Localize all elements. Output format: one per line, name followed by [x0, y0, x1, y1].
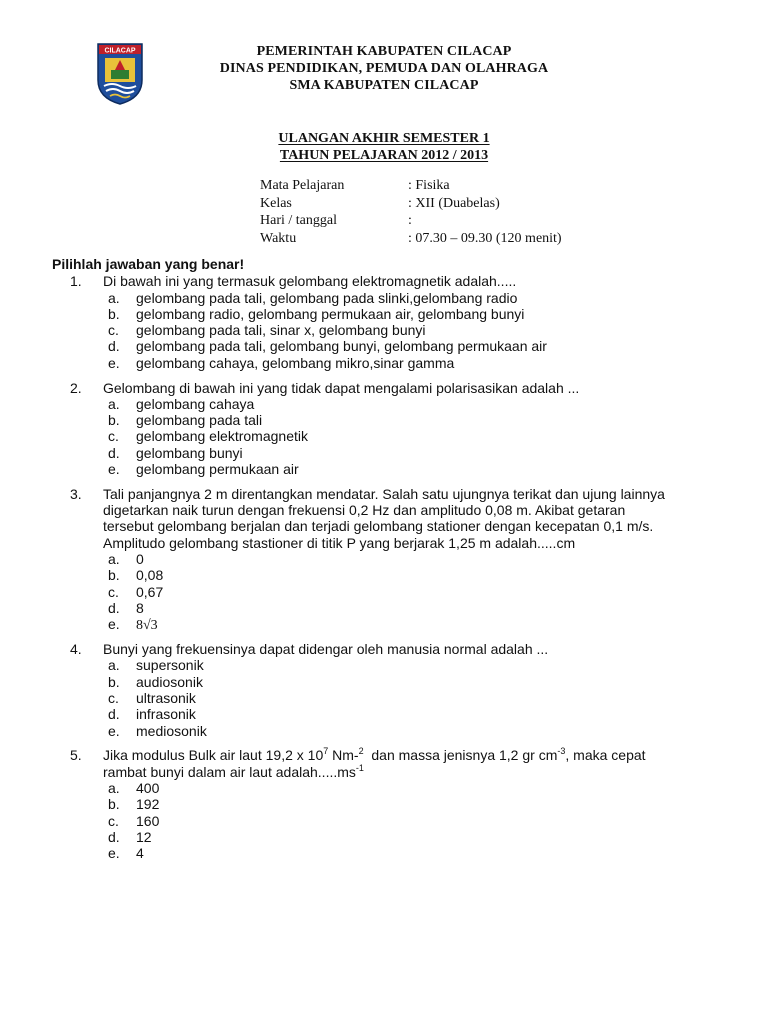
option-a: [103, 551, 732, 567]
question-text-line: tersebut gelombang berjalan dan terjadi gelombang stationer dengan kecepatan 0,1 m/s.: [103, 518, 654, 535]
option-letter: e.: [108, 354, 120, 371]
option-text: 4: [136, 845, 144, 862]
superscript: 2: [358, 746, 364, 757]
text-part: dan massa jenisnya 1,2 gr cm: [363, 747, 558, 764]
option-d: [103, 706, 732, 722]
option-e: [103, 355, 732, 371]
option-text: gelombang pada tali, gelombang bunyi, gelombang permukaan air: [136, 338, 547, 355]
option-c: [103, 813, 732, 829]
question-number: 3.: [70, 485, 82, 502]
question-list: [52, 256, 732, 870]
option-letter: d.: [108, 599, 120, 616]
option-b: [103, 306, 732, 322]
option-c: [103, 322, 732, 338]
text-part: rambat bunyi dalam air laut adalah.....ms: [103, 763, 356, 780]
option-letter: e.: [108, 461, 120, 478]
option-letter: a.: [108, 551, 120, 568]
question-text: Di bawah ini yang termasuk gelombang elektromagnetik adalah.....: [103, 273, 517, 290]
option-letter: c.: [108, 322, 119, 339]
info-label: Waktu: [260, 230, 297, 246]
instruction: Pilihlah jawaban yang benar!: [52, 256, 245, 272]
question-text: Gelombang di bawah ini yang tidak dapat mengalami polarisasikan adalah ...: [103, 379, 580, 396]
option-letter: c.: [108, 428, 119, 445]
option-letter: b.: [108, 796, 120, 813]
option-text: 160: [136, 812, 160, 829]
option-letter: c.: [108, 689, 119, 706]
option-text: 0,67: [136, 583, 164, 600]
info-value: : 07.30 – 09.30 (120 menit): [408, 230, 562, 246]
option-d: [103, 338, 732, 354]
superscript: -1: [355, 762, 364, 773]
government-name: PEMERINTAH KABUPATEN CILACAP: [256, 44, 512, 59]
question-text: Bunyi yang frekuensinya dapat didengar oleh manusia normal adalah ...: [103, 641, 549, 658]
question-text-line: digetarkan naik turun dengan frekuensi 0,2 Hz dan amplitudo 0,08 m. Akibat getaran: [103, 502, 626, 519]
option-text: 8√3: [136, 618, 158, 634]
question-2: [52, 380, 732, 478]
option-text: ultrasonik: [136, 689, 196, 706]
option-letter: e.: [108, 616, 120, 633]
option-letter: c.: [108, 583, 119, 600]
info-value: : Fisika: [408, 178, 450, 193]
option-text: gelombang bunyi: [136, 444, 243, 461]
option-b: [103, 412, 732, 428]
option-e: [103, 616, 732, 632]
question-text-line: [103, 747, 732, 763]
info-label: Hari / tanggal: [260, 213, 337, 228]
option-text: gelombang pada tali, gelombang pada slinki,gelombang radio: [136, 289, 518, 306]
question-number: 4.: [70, 641, 82, 658]
option-c: [103, 428, 732, 444]
option-text: infrasonik: [136, 706, 196, 723]
question-text-line: [103, 764, 732, 780]
letterhead: [0, 43, 768, 94]
option-letter: b.: [108, 412, 120, 429]
question-number: 1.: [70, 273, 82, 290]
option-letter: a.: [108, 395, 120, 412]
option-text: mediosonik: [136, 722, 207, 739]
option-text: 12: [136, 828, 152, 845]
info-row-time: [260, 230, 562, 248]
svg-text:CILACAP: CILACAP: [104, 47, 136, 55]
option-c: [103, 690, 732, 706]
option-a: [103, 396, 732, 412]
option-d: [103, 600, 732, 616]
question-text-line: Tali panjangnya 2 m direntangkan mendatar. Salah satu ujungnya terikat dan ujung lainnya: [103, 485, 665, 502]
option-text: gelombang pada tali, sinar x, gelombang bunyi: [136, 322, 426, 339]
option-text: supersonik: [136, 657, 204, 674]
question-number: 5.: [70, 747, 82, 764]
question-text-line: Amplitudo gelombang stastioner di titik P yang berjarak 1,25 m adalah.....cm: [103, 534, 576, 551]
option-e: [103, 845, 732, 861]
info-label: Kelas: [260, 195, 292, 211]
option-letter: e.: [108, 845, 120, 862]
option-text: 0: [136, 551, 144, 568]
option-text: 400: [136, 779, 160, 796]
info-row-class: [260, 195, 562, 213]
option-letter: d.: [108, 828, 120, 845]
info-row-date: [260, 212, 562, 230]
exam-title-line2: TAHUN PELAJARAN 2012 / 2013: [279, 148, 489, 163]
superscript: 7: [323, 746, 329, 757]
question-4: [52, 641, 732, 739]
option-a: [103, 780, 732, 796]
option-a: [103, 290, 732, 306]
info-label: Mata Pelajaran: [260, 178, 345, 193]
department-name: DINAS PENDIDIKAN, PEMUDA DAN OLAHRAGA: [219, 61, 549, 76]
option-b: [103, 796, 732, 812]
option-a: [103, 657, 732, 673]
option-letter: d.: [108, 706, 120, 723]
option-letter: b.: [108, 567, 120, 584]
option-letter: d.: [108, 338, 120, 355]
option-b: [103, 567, 732, 583]
option-text: gelombang pada tali: [136, 412, 263, 429]
option-letter: a.: [108, 657, 120, 674]
exam-info: [260, 177, 562, 247]
info-value: : XII (Duabelas): [408, 195, 500, 211]
option-text: gelombang cahaya, gelombang mikro,sinar gamma: [136, 354, 455, 371]
option-b: [103, 674, 732, 690]
option-text: gelombang radio, gelombang permukaan air, gelombang bunyi: [136, 305, 525, 322]
option-text: gelombang cahaya: [136, 395, 255, 412]
option-letter: a.: [108, 779, 120, 796]
exam-title-line1: ULANGAN AKHIR SEMESTER 1: [278, 131, 490, 146]
text-part: , maka cepat: [565, 747, 646, 764]
info-value: :: [408, 213, 412, 228]
text-part: Jika modulus Bulk air laut 19,2 x 10: [103, 747, 324, 764]
info-row-subject: [260, 177, 562, 195]
option-d: [103, 445, 732, 461]
option-letter: c.: [108, 812, 119, 829]
question-1: [52, 273, 732, 371]
option-letter: e.: [108, 722, 120, 739]
text-part: Nm-: [328, 747, 359, 764]
question-number: 2.: [70, 379, 82, 396]
option-letter: b.: [108, 673, 120, 690]
option-text: 8: [136, 599, 144, 616]
option-c: [103, 584, 732, 600]
superscript: -3: [557, 746, 566, 757]
school-name: SMA KABUPATEN CILACAP: [289, 78, 479, 93]
option-letter: a.: [108, 289, 120, 306]
option-e: [103, 461, 732, 477]
exam-title: [0, 130, 768, 164]
option-text: 0,08: [136, 567, 164, 584]
question-3: [52, 486, 732, 633]
option-e: [103, 723, 732, 739]
option-text: gelombang elektromagnetik: [136, 428, 308, 445]
option-letter: b.: [108, 305, 120, 322]
option-text: 192: [136, 796, 160, 813]
option-letter: d.: [108, 444, 120, 461]
option-text: audiosonik: [136, 673, 203, 690]
question-5: [52, 747, 732, 861]
option-text: gelombang permukaan air: [136, 461, 299, 478]
option-d: [103, 829, 732, 845]
